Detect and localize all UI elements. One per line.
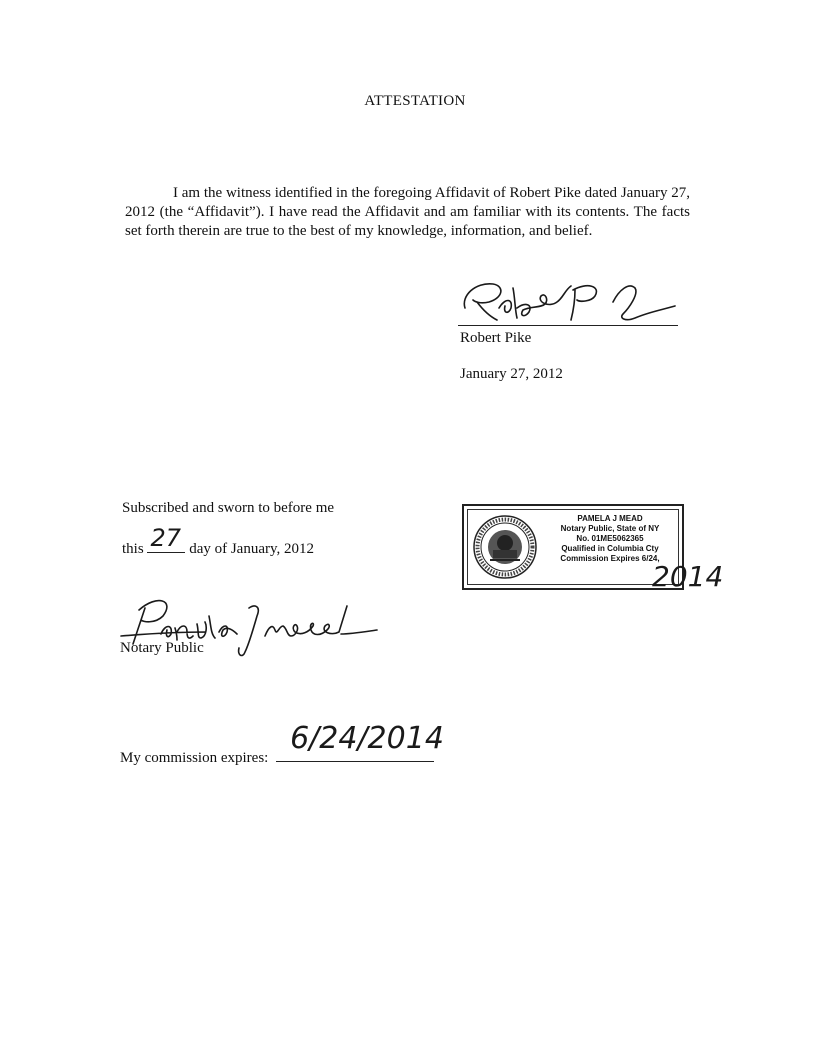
day-blank	[147, 524, 185, 553]
commission-blank	[276, 721, 444, 762]
notary-stamp	[462, 504, 684, 590]
notary-seal-icon	[472, 514, 538, 580]
signature-line	[458, 325, 678, 326]
jurat-this: this	[122, 541, 144, 557]
jurat-day-suffix: day of January, 2012	[189, 541, 315, 557]
stamp-line-4: Qualified in Columbia Cty	[561, 544, 659, 553]
stamp-notary-name: PAMELA J MEAD	[577, 514, 643, 523]
stamp-line-2: Notary Public, State of NY	[560, 524, 660, 533]
commission-line	[120, 721, 444, 767]
jurat-day-line	[122, 524, 315, 558]
handwritten-day: 27	[150, 524, 181, 552]
attestation-paragraph	[125, 184, 690, 241]
handwritten-commission-date: 6/24/2014	[290, 721, 444, 756]
signer-name: Robert Pike	[460, 330, 532, 346]
stamp-line-3: No. 01ME5062365	[576, 534, 644, 543]
notary-public-label: Notary Public	[120, 640, 204, 656]
stamp-line-5: Commission Expires 6/24,	[560, 554, 660, 563]
stamp-handwritten-year: 2014	[652, 560, 724, 593]
stamp-text	[540, 514, 680, 564]
commission-label: My commission expires:	[120, 750, 269, 766]
jurat-line: Subscribed and sworn to before me	[122, 500, 335, 516]
signer-date: January 27, 2012	[460, 366, 563, 382]
document-title: ATTESTATION	[364, 93, 466, 109]
robert-pike-signature	[453, 268, 681, 330]
attestation-text: I am the witness identified in the foregoing Affidavit of Robert Pike dated January 27, 2012 (the “Affidavit”). I have read the Affidavit and am familiar with its contents. The facts set forth therein are true to the best of my knowledge, information, and belief.	[125, 185, 690, 239]
